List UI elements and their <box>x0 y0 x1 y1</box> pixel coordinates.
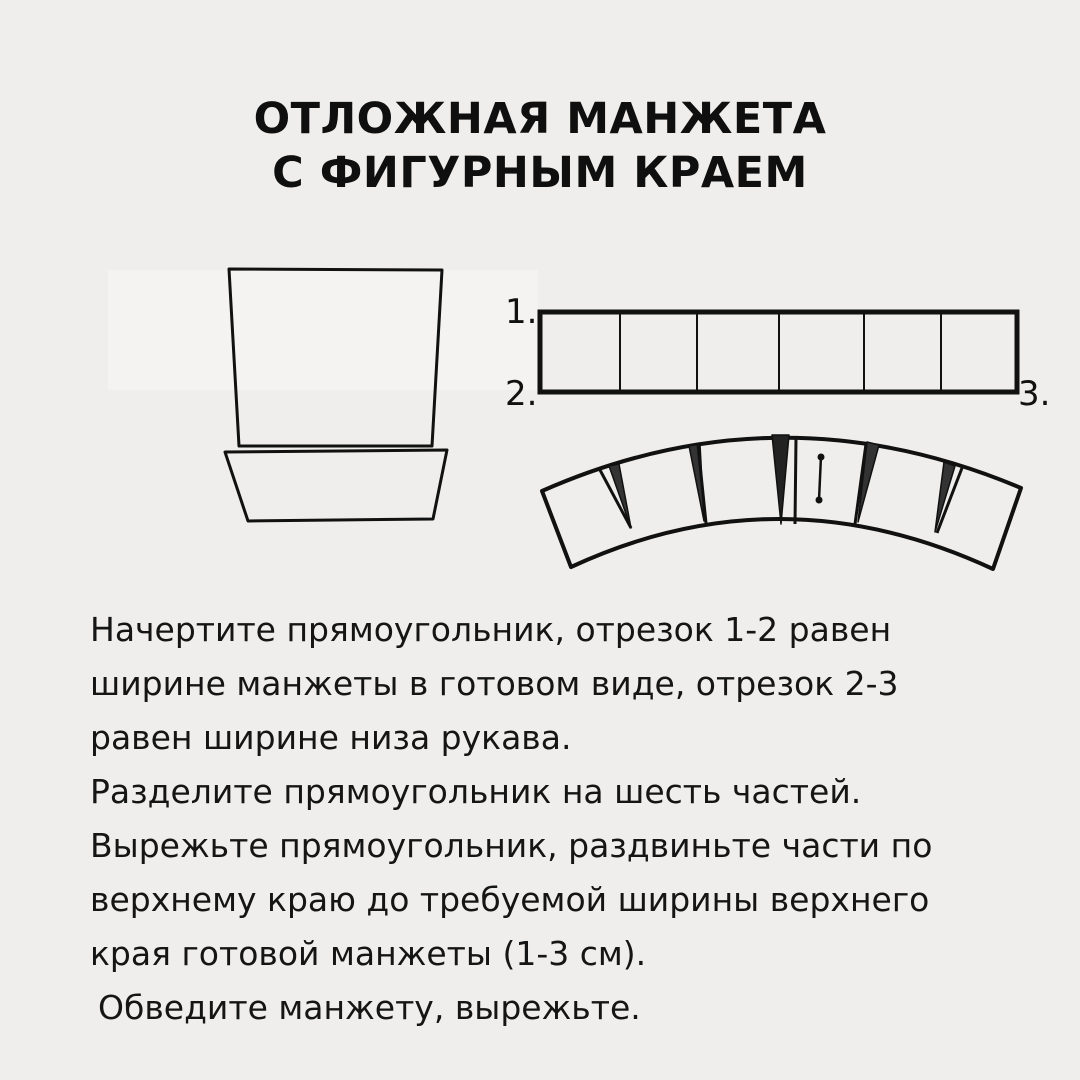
spread-curved-cuff-pattern <box>542 435 1021 569</box>
point-label-2: 2. <box>505 374 538 414</box>
instruction-line: края готовой манжеты (1-3 см). <box>90 934 647 973</box>
instruction-line: Вырежьте прямоугольник, раздвиньте части по <box>90 826 933 865</box>
point-label-3: 3. <box>1018 374 1051 414</box>
buttonhole-marker <box>816 454 825 504</box>
part-edge <box>795 438 796 524</box>
instruction-line: Разделите прямоугольник на шесть частей. <box>90 772 862 811</box>
spread-wedge <box>772 435 789 524</box>
instruction-line: Обведите манжету, вырежьте. <box>98 988 641 1027</box>
instruction-line: Начертите прямоугольник, отрезок 1-2 равен <box>90 610 892 649</box>
instruction-line: верхнему краю до требуемой ширины верхнего <box>90 880 930 919</box>
sleeve-body <box>229 269 442 446</box>
title-line-1: ОТЛОЖНАЯ МАНЖЕТА <box>253 94 827 144</box>
sleeve-cuff <box>225 450 447 521</box>
title-line-2: С ФИГУРНЫМ КРАЕМ <box>272 148 808 198</box>
point-label-1: 1. <box>505 292 538 332</box>
sleeve-with-cuff-drawing <box>225 269 447 521</box>
instruction-line: равен ширине низа рукава. <box>90 718 572 757</box>
instructions-text <box>90 603 1050 1035</box>
instruction-line: ширине манжеты в готовом виде, отрезок 2-3 <box>90 664 899 703</box>
divided-rectangle-pattern <box>540 312 1017 392</box>
